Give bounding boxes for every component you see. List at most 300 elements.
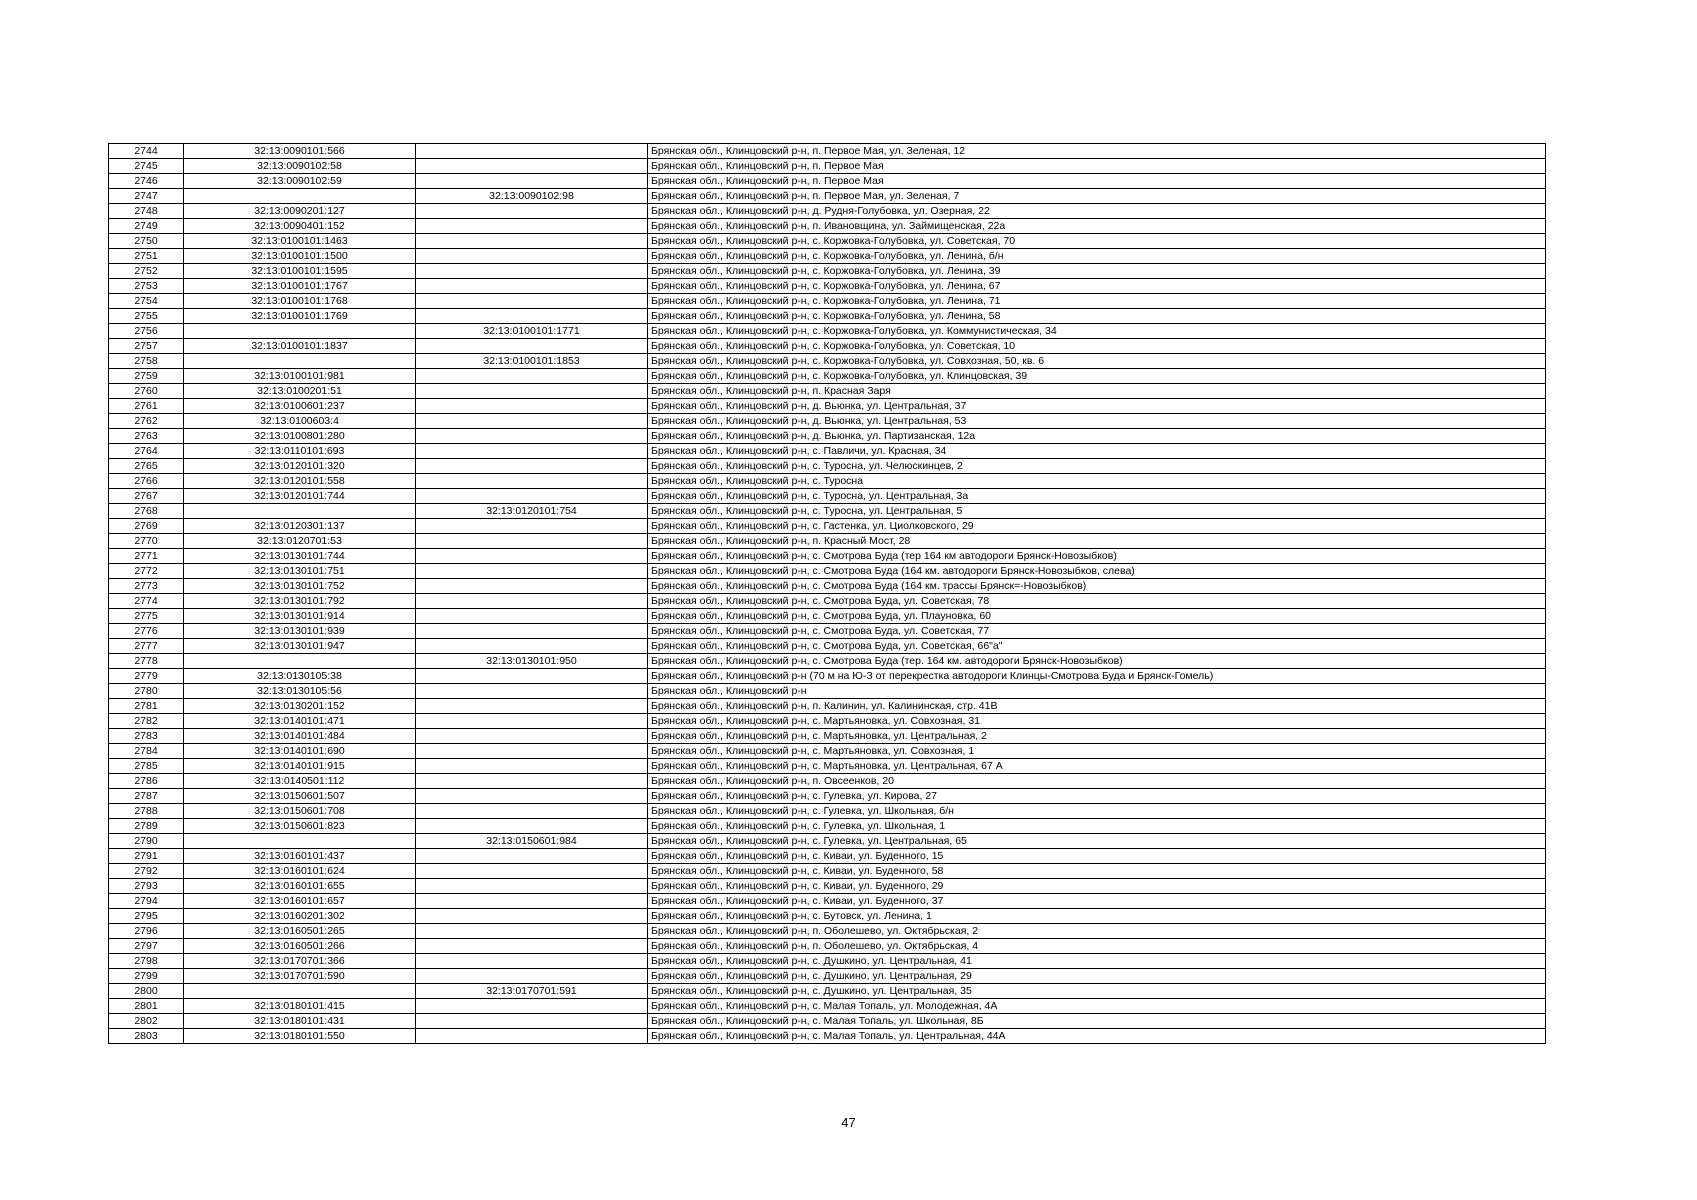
cadastral-number-alt-cell	[416, 549, 648, 564]
cadastral-number-cell: 32:13:0180101:431	[184, 1014, 416, 1029]
cadastral-number-cell: 32:13:0140101:471	[184, 714, 416, 729]
row-number-cell: 2763	[109, 429, 184, 444]
row-number-cell: 2789	[109, 819, 184, 834]
row-number-cell: 2747	[109, 189, 184, 204]
cadastral-number-cell: 32:13:0100201:51	[184, 384, 416, 399]
address-cell: Брянская обл., Клинцовский р-н (70 м на Ю-З от перекрестка автодороги Клинцы-Смотрова Буда и Брянск-Гомель)	[648, 669, 1546, 684]
row-number-cell: 2782	[109, 714, 184, 729]
cadastral-number-cell: 32:13:0160201:302	[184, 909, 416, 924]
table-row	[109, 609, 1546, 624]
cadastral-number-alt-cell	[416, 369, 648, 384]
table-row	[109, 174, 1546, 189]
address-cell: Брянская обл., Клинцовский р-н, с. Смотрова Буда, ул. Советская, 77	[648, 624, 1546, 639]
cadastral-number-alt-cell	[416, 384, 648, 399]
table-row	[109, 729, 1546, 744]
table-row	[109, 699, 1546, 714]
address-cell: Брянская обл., Клинцовский р-н, п. Первое Мая	[648, 174, 1546, 189]
row-number-cell: 2791	[109, 849, 184, 864]
cadastral-number-alt-cell	[416, 924, 648, 939]
cadastral-number-cell: 32:13:0130101:752	[184, 579, 416, 594]
cadastral-number-cell: 32:13:0130105:56	[184, 684, 416, 699]
cadastral-number-alt-cell	[416, 819, 648, 834]
row-number-cell: 2758	[109, 354, 184, 369]
row-number-cell: 2794	[109, 894, 184, 909]
cadastral-number-cell: 32:13:0130101:792	[184, 594, 416, 609]
row-number-cell: 2801	[109, 999, 184, 1014]
cadastral-number-alt-cell	[416, 909, 648, 924]
address-cell: Брянская обл., Клинцовский р-н, с. Малая Топаль, ул. Школьная, 8Б	[648, 1014, 1546, 1029]
address-cell: Брянская обл., Клинцовский р-н, с. Коржовка-Голубовка, ул. Ленина, 67	[648, 279, 1546, 294]
cadastral-number-cell: 32:13:0170701:590	[184, 969, 416, 984]
cadastral-number-cell: 32:13:0120101:320	[184, 459, 416, 474]
cadastral-number-alt-cell	[416, 954, 648, 969]
address-cell: Брянская обл., Клинцовский р-н, с. Гастенка, ул. Циолковского, 29	[648, 519, 1546, 534]
cadastral-number-alt-cell	[416, 279, 648, 294]
row-number-cell: 2766	[109, 474, 184, 489]
cadastral-number-cell: 32:13:0130101:939	[184, 624, 416, 639]
cadastral-number-alt-cell	[416, 429, 648, 444]
cadastral-number-cell: 32:13:0120701:53	[184, 534, 416, 549]
row-number-cell: 2762	[109, 414, 184, 429]
cadastral-number-alt-cell: 32:13:0100101:1771	[416, 324, 648, 339]
page-number: 47	[841, 1115, 856, 1130]
cadastral-number-cell: 32:13:0160101:657	[184, 894, 416, 909]
table-row	[109, 219, 1546, 234]
table-row	[109, 984, 1546, 999]
cadastral-number-alt-cell	[416, 534, 648, 549]
cadastral-number-alt-cell	[416, 564, 648, 579]
table-row	[109, 444, 1546, 459]
table-row	[109, 654, 1546, 669]
cadastral-number-cell: 32:13:0160101:437	[184, 849, 416, 864]
cadastral-number-cell: 32:13:0100801:280	[184, 429, 416, 444]
row-number-cell: 2781	[109, 699, 184, 714]
cadastral-number-cell	[184, 324, 416, 339]
cadastral-number-alt-cell	[416, 894, 648, 909]
row-number-cell: 2744	[109, 144, 184, 159]
cadastral-number-alt-cell	[416, 609, 648, 624]
cadastral-number-alt-cell	[416, 864, 648, 879]
address-cell: Брянская обл., Клинцовский р-н, с. Киваи, ул. Буденного, 58	[648, 864, 1546, 879]
table-row	[109, 144, 1546, 159]
cadastral-number-cell: 32:13:0160101:624	[184, 864, 416, 879]
address-cell: Брянская обл., Клинцовский р-н, с. Туросна, ул. Центральная, 3а	[648, 489, 1546, 504]
property-table	[108, 143, 1546, 1044]
table-body	[109, 144, 1546, 1044]
table-row	[109, 264, 1546, 279]
address-cell: Брянская обл., Клинцовский р-н, с. Душкино, ул. Центральная, 35	[648, 984, 1546, 999]
address-cell: Брянская обл., Клинцовский р-н, с. Душкино, ул. Центральная, 41	[648, 954, 1546, 969]
cadastral-number-cell: 32:13:0130101:751	[184, 564, 416, 579]
row-number-cell: 2765	[109, 459, 184, 474]
address-cell: Брянская обл., Клинцовский р-н, с. Смотрова Буда (тер. 164 км. автодороги Брянск-Новозыбков)	[648, 654, 1546, 669]
cadastral-number-cell: 32:13:0160501:266	[184, 939, 416, 954]
address-cell: Брянская обл., Клинцовский р-н, с. Коржовка-Голубовка, ул. Ленина, 71	[648, 294, 1546, 309]
row-number-cell: 2764	[109, 444, 184, 459]
cadastral-number-cell: 32:13:0110101:693	[184, 444, 416, 459]
cadastral-number-alt-cell	[416, 639, 648, 654]
cadastral-number-alt-cell	[416, 789, 648, 804]
cadastral-number-cell: 32:13:0130201:152	[184, 699, 416, 714]
row-number-cell: 2803	[109, 1029, 184, 1044]
table-row	[109, 1014, 1546, 1029]
table-row	[109, 924, 1546, 939]
cadastral-number-alt-cell	[416, 849, 648, 864]
cadastral-number-alt-cell	[416, 309, 648, 324]
row-number-cell: 2772	[109, 564, 184, 579]
cadastral-number-cell: 32:13:0090102:58	[184, 159, 416, 174]
cadastral-number-alt-cell	[416, 519, 648, 534]
cadastral-number-cell: 32:13:0090101:566	[184, 144, 416, 159]
row-number-cell: 2751	[109, 249, 184, 264]
row-number-cell: 2786	[109, 774, 184, 789]
table-row	[109, 504, 1546, 519]
cadastral-number-alt-cell	[416, 999, 648, 1014]
row-number-cell: 2754	[109, 294, 184, 309]
cadastral-number-alt-cell	[416, 219, 648, 234]
address-cell: Брянская обл., Клинцовский р-н, п. Овсеенков, 20	[648, 774, 1546, 789]
address-cell: Брянская обл., Клинцовский р-н, п. Красная Заря	[648, 384, 1546, 399]
cadastral-number-cell	[184, 654, 416, 669]
table-row	[109, 594, 1546, 609]
row-number-cell: 2799	[109, 969, 184, 984]
row-number-cell: 2756	[109, 324, 184, 339]
address-cell: Брянская обл., Клинцовский р-н, с. Коржовка-Голубовка, ул. Коммунистическая, 34	[648, 324, 1546, 339]
row-number-cell: 2784	[109, 744, 184, 759]
table-row	[109, 579, 1546, 594]
row-number-cell: 2769	[109, 519, 184, 534]
cadastral-number-cell: 32:13:0120101:558	[184, 474, 416, 489]
table-row	[109, 234, 1546, 249]
address-cell: Брянская обл., Клинцовский р-н, с. Смотрова Буда, ул. Советская, 66"а"	[648, 639, 1546, 654]
row-number-cell: 2783	[109, 729, 184, 744]
cadastral-number-alt-cell	[416, 744, 648, 759]
address-cell: Брянская обл., Клинцовский р-н, с. Душкино, ул. Центральная, 29	[648, 969, 1546, 984]
address-cell: Брянская обл., Клинцовский р-н, с. Бутовск, ул. Ленина, 1	[648, 909, 1546, 924]
table-row	[109, 294, 1546, 309]
cadastral-number-alt-cell	[416, 294, 648, 309]
address-cell: Брянская обл., Клинцовский р-н, с. Туросна	[648, 474, 1546, 489]
address-cell: Брянская обл., Клинцовский р-н, с. Мартьяновка, ул. Центральная, 2	[648, 729, 1546, 744]
address-cell: Брянская обл., Клинцовский р-н, п. Первое Мая	[648, 159, 1546, 174]
cadastral-number-alt-cell	[416, 159, 648, 174]
cadastral-number-alt-cell: 32:13:0090102:98	[416, 189, 648, 204]
table-row	[109, 474, 1546, 489]
cadastral-number-alt-cell	[416, 264, 648, 279]
table-row	[109, 999, 1546, 1014]
address-cell: Брянская обл., Клинцовский р-н, с. Коржовка-Голубовка, ул. Совхозная, 50, кв. 6	[648, 354, 1546, 369]
row-number-cell: 2761	[109, 399, 184, 414]
cadastral-number-alt-cell	[416, 174, 648, 189]
address-cell: Брянская обл., Клинцовский р-н, с. Малая Топаль, ул. Молодежная, 4А	[648, 999, 1546, 1014]
address-cell: Брянская обл., Клинцовский р-н, д. Вьюнка, ул. Центральная, 53	[648, 414, 1546, 429]
address-cell: Брянская обл., Клинцовский р-н, с. Гулевка, ул. Школьная, 1	[648, 819, 1546, 834]
row-number-cell: 2788	[109, 804, 184, 819]
cadastral-number-alt-cell	[416, 579, 648, 594]
cadastral-number-alt-cell	[416, 759, 648, 774]
cadastral-number-cell: 32:13:0140101:915	[184, 759, 416, 774]
row-number-cell: 2759	[109, 369, 184, 384]
row-number-cell: 2780	[109, 684, 184, 699]
table-row	[109, 849, 1546, 864]
address-cell: Брянская обл., Клинцовский р-н, п. Красный Мост, 28	[648, 534, 1546, 549]
cadastral-number-cell: 32:13:0090102:59	[184, 174, 416, 189]
address-cell: Брянская обл., Клинцовский р-н, с. Коржовка-Голубовка, ул. Ленина, б/н	[648, 249, 1546, 264]
table-row	[109, 399, 1546, 414]
cadastral-number-alt-cell	[416, 234, 648, 249]
cadastral-number-cell: 32:13:0100101:1463	[184, 234, 416, 249]
cadastral-number-cell: 32:13:0170701:366	[184, 954, 416, 969]
cadastral-number-alt-cell: 32:13:0130101:950	[416, 654, 648, 669]
table-row	[109, 204, 1546, 219]
address-cell: Брянская обл., Клинцовский р-н, д. Вьюнка, ул. Партизанская, 12а	[648, 429, 1546, 444]
table-row	[109, 954, 1546, 969]
row-number-cell: 2768	[109, 504, 184, 519]
row-number-cell: 2773	[109, 579, 184, 594]
address-cell: Брянская обл., Клинцовский р-н, с. Коржовка-Голубовка, ул. Ленина, 39	[648, 264, 1546, 279]
address-cell: Брянская обл., Клинцовский р-н, д. Вьюнка, ул. Центральная, 37	[648, 399, 1546, 414]
cadastral-number-alt-cell	[416, 669, 648, 684]
cadastral-number-cell: 32:13:0150601:823	[184, 819, 416, 834]
row-number-cell: 2745	[109, 159, 184, 174]
address-cell: Брянская обл., Клинцовский р-н, с. Коржовка-Голубовка, ул. Советская, 10	[648, 339, 1546, 354]
table-row	[109, 879, 1546, 894]
row-number-cell: 2778	[109, 654, 184, 669]
cadastral-number-alt-cell	[416, 594, 648, 609]
address-cell: Брянская обл., Клинцовский р-н, с. Смотрова Буда (тер 164 км автодороги Брянск-Новозыбков)	[648, 549, 1546, 564]
cadastral-number-cell: 32:13:0090201:127	[184, 204, 416, 219]
table-row	[109, 804, 1546, 819]
address-cell: Брянская обл., Клинцовский р-н, с. Туросна, ул. Челюскинцев, 2	[648, 459, 1546, 474]
table-row	[109, 624, 1546, 639]
address-cell: Брянская обл., Клинцовский р-н, с. Коржовка-Голубовка, ул. Клинцовская, 39	[648, 369, 1546, 384]
row-number-cell: 2777	[109, 639, 184, 654]
table-row	[109, 774, 1546, 789]
row-number-cell: 2797	[109, 939, 184, 954]
cadastral-number-alt-cell	[416, 459, 648, 474]
address-cell: Брянская обл., Клинцовский р-н, с. Мартьяновка, ул. Совхозная, 1	[648, 744, 1546, 759]
cadastral-number-alt-cell: 32:13:0100101:1853	[416, 354, 648, 369]
row-number-cell: 2770	[109, 534, 184, 549]
cadastral-number-cell: 32:13:0140501:112	[184, 774, 416, 789]
table-row	[109, 669, 1546, 684]
address-cell: Брянская обл., Клинцовский р-н, п. Первое Мая, ул. Зеленая, 12	[648, 144, 1546, 159]
address-cell: Брянская обл., Клинцовский р-н, с. Туросна, ул. Центральная, 5	[648, 504, 1546, 519]
cadastral-number-alt-cell	[416, 204, 648, 219]
cadastral-number-cell	[184, 834, 416, 849]
row-number-cell: 2785	[109, 759, 184, 774]
address-cell: Брянская обл., Клинцовский р-н, с. Коржовка-Голубовка, ул. Ленина, 58	[648, 309, 1546, 324]
cadastral-number-cell	[184, 504, 416, 519]
table-row	[109, 354, 1546, 369]
cadastral-number-cell	[184, 984, 416, 999]
cadastral-number-cell: 32:13:0100101:981	[184, 369, 416, 384]
table-row	[109, 894, 1546, 909]
row-number-cell: 2779	[109, 669, 184, 684]
table-row	[109, 939, 1546, 954]
row-number-cell: 2793	[109, 879, 184, 894]
address-cell: Брянская обл., Клинцовский р-н, д. Рудня-Голубовка, ул. Озерная, 22	[648, 204, 1546, 219]
address-cell: Брянская обл., Клинцовский р-н, с. Гулевка, ул. Центральная, 65	[648, 834, 1546, 849]
cadastral-number-cell: 32:13:0100603:4	[184, 414, 416, 429]
cadastral-number-cell: 32:13:0130101:947	[184, 639, 416, 654]
cadastral-number-cell: 32:13:0160101:655	[184, 879, 416, 894]
cadastral-number-alt-cell	[416, 1029, 648, 1044]
table-row	[109, 309, 1546, 324]
table-row	[109, 969, 1546, 984]
cadastral-number-cell: 32:13:0100101:1595	[184, 264, 416, 279]
cadastral-number-cell: 32:13:0150601:708	[184, 804, 416, 819]
row-number-cell: 2753	[109, 279, 184, 294]
table-row	[109, 459, 1546, 474]
cadastral-number-alt-cell	[416, 939, 648, 954]
row-number-cell: 2749	[109, 219, 184, 234]
address-cell: Брянская обл., Клинцовский р-н, с. Смотрова Буда, ул. Плауновка, 60	[648, 609, 1546, 624]
table-row	[109, 909, 1546, 924]
table-row	[109, 864, 1546, 879]
row-number-cell: 2746	[109, 174, 184, 189]
address-cell: Брянская обл., Клинцовский р-н, с. Смотрова Буда (164 км. трассы Брянск=-Новозыбков)	[648, 579, 1546, 594]
table-row	[109, 759, 1546, 774]
cadastral-number-cell	[184, 189, 416, 204]
cadastral-number-cell: 32:13:0140101:484	[184, 729, 416, 744]
table-row	[109, 744, 1546, 759]
table-row	[109, 549, 1546, 564]
cadastral-number-alt-cell	[416, 144, 648, 159]
table-row	[109, 1029, 1546, 1044]
table-row	[109, 714, 1546, 729]
cadastral-number-cell: 32:13:0130101:914	[184, 609, 416, 624]
table-row	[109, 249, 1546, 264]
cadastral-number-cell: 32:13:0130105:38	[184, 669, 416, 684]
cadastral-number-cell: 32:13:0160501:265	[184, 924, 416, 939]
row-number-cell: 2790	[109, 834, 184, 849]
address-cell: Брянская обл., Клинцовский р-н, п. Оболешево, ул. Октябрьская, 2	[648, 924, 1546, 939]
cadastral-number-cell: 32:13:0120101:744	[184, 489, 416, 504]
row-number-cell: 2760	[109, 384, 184, 399]
cadastral-number-alt-cell	[416, 879, 648, 894]
row-number-cell: 2771	[109, 549, 184, 564]
cadastral-number-cell: 32:13:0100101:1767	[184, 279, 416, 294]
table-row	[109, 384, 1546, 399]
table-row	[109, 324, 1546, 339]
table-row	[109, 789, 1546, 804]
row-number-cell: 2750	[109, 234, 184, 249]
table-row	[109, 564, 1546, 579]
address-cell: Брянская обл., Клинцовский р-н, с. Гулевка, ул. Школьная, б/н	[648, 804, 1546, 819]
cadastral-number-alt-cell	[416, 399, 648, 414]
table-row	[109, 819, 1546, 834]
address-cell: Брянская обл., Клинцовский р-н	[648, 684, 1546, 699]
address-cell: Брянская обл., Клинцовский р-н, п. Калинин, ул. Калининская, стр. 41В	[648, 699, 1546, 714]
table-row	[109, 369, 1546, 384]
cadastral-number-cell: 32:13:0090401:152	[184, 219, 416, 234]
cadastral-number-cell	[184, 354, 416, 369]
row-number-cell: 2802	[109, 1014, 184, 1029]
row-number-cell: 2792	[109, 864, 184, 879]
cadastral-number-cell: 32:13:0120301:137	[184, 519, 416, 534]
cadastral-number-alt-cell	[416, 714, 648, 729]
row-number-cell: 2776	[109, 624, 184, 639]
table-row	[109, 414, 1546, 429]
cadastral-number-cell: 32:13:0150601:507	[184, 789, 416, 804]
address-cell: Брянская обл., Клинцовский р-н, с. Киваи, ул. Буденного, 29	[648, 879, 1546, 894]
cadastral-number-cell: 32:13:0100101:1768	[184, 294, 416, 309]
cadastral-number-alt-cell	[416, 339, 648, 354]
cadastral-number-alt-cell	[416, 489, 648, 504]
cadastral-number-alt-cell	[416, 969, 648, 984]
cadastral-number-alt-cell	[416, 1014, 648, 1029]
cadastral-number-alt-cell: 32:13:0170701:591	[416, 984, 648, 999]
table-row	[109, 189, 1546, 204]
row-number-cell: 2795	[109, 909, 184, 924]
cadastral-number-cell: 32:13:0180101:415	[184, 999, 416, 1014]
row-number-cell: 2757	[109, 339, 184, 354]
row-number-cell: 2752	[109, 264, 184, 279]
address-cell: Брянская обл., Клинцовский р-н, п. Ивановщина, ул. Займищенская, 22а	[648, 219, 1546, 234]
cadastral-number-cell: 32:13:0100101:1769	[184, 309, 416, 324]
row-number-cell: 2800	[109, 984, 184, 999]
row-number-cell: 2775	[109, 609, 184, 624]
cadastral-number-alt-cell	[416, 444, 648, 459]
row-number-cell: 2755	[109, 309, 184, 324]
table-row	[109, 429, 1546, 444]
cadastral-number-cell: 32:13:0130101:744	[184, 549, 416, 564]
address-cell: Брянская обл., Клинцовский р-н, с. Смотрова Буда (164 км. автодороги Брянск-Новозыбков, слева)	[648, 564, 1546, 579]
cadastral-number-alt-cell	[416, 249, 648, 264]
cadastral-number-alt-cell	[416, 414, 648, 429]
table-row	[109, 279, 1546, 294]
table-row	[109, 489, 1546, 504]
table-row	[109, 159, 1546, 174]
cadastral-number-alt-cell	[416, 804, 648, 819]
cadastral-number-cell: 32:13:0100601:237	[184, 399, 416, 414]
table-row	[109, 684, 1546, 699]
address-cell: Брянская обл., Клинцовский р-н, с. Смотрова Буда, ул. Советская, 78	[648, 594, 1546, 609]
table-row	[109, 834, 1546, 849]
cadastral-number-alt-cell: 32:13:0150601:984	[416, 834, 648, 849]
address-cell: Брянская обл., Клинцовский р-н, п. Оболешево, ул. Октябрьская, 4	[648, 939, 1546, 954]
address-cell: Брянская обл., Клинцовский р-н, с. Мартьяновка, ул. Совхозная, 31	[648, 714, 1546, 729]
address-cell: Брянская обл., Клинцовский р-н, с. Киваи, ул. Буденного, 15	[648, 849, 1546, 864]
cadastral-number-alt-cell	[416, 774, 648, 789]
cadastral-number-cell: 32:13:0100101:1837	[184, 339, 416, 354]
address-cell: Брянская обл., Клинцовский р-н, с. Малая Топаль, ул. Центральная, 44А	[648, 1029, 1546, 1044]
row-number-cell: 2787	[109, 789, 184, 804]
cadastral-number-alt-cell	[416, 699, 648, 714]
cadastral-number-cell: 32:13:0180101:550	[184, 1029, 416, 1044]
table-row	[109, 639, 1546, 654]
cadastral-number-cell: 32:13:0100101:1500	[184, 249, 416, 264]
address-cell: Брянская обл., Клинцовский р-н, с. Киваи, ул. Буденного, 37	[648, 894, 1546, 909]
address-cell: Брянская обл., Клинцовский р-н, с. Мартьяновка, ул. Центральная, 67 А	[648, 759, 1546, 774]
cadastral-number-alt-cell	[416, 684, 648, 699]
address-cell: Брянская обл., Клинцовский р-н, с. Павличи, ул. Красная, 34	[648, 444, 1546, 459]
address-cell: Брянская обл., Клинцовский р-н, с. Коржовка-Голубовка, ул. Советская, 70	[648, 234, 1546, 249]
cadastral-number-cell: 32:13:0140101:690	[184, 744, 416, 759]
table-row	[109, 519, 1546, 534]
row-number-cell: 2767	[109, 489, 184, 504]
address-cell: Брянская обл., Клинцовский р-н, с. Гулевка, ул. Кирова, 27	[648, 789, 1546, 804]
address-cell: Брянская обл., Клинцовский р-н, п. Первое Мая, ул. Зеленая, 7	[648, 189, 1546, 204]
row-number-cell: 2798	[109, 954, 184, 969]
row-number-cell: 2796	[109, 924, 184, 939]
cadastral-number-alt-cell	[416, 624, 648, 639]
table-row	[109, 534, 1546, 549]
cadastral-number-alt-cell	[416, 729, 648, 744]
cadastral-number-alt-cell: 32:13:0120101:754	[416, 504, 648, 519]
row-number-cell: 2748	[109, 204, 184, 219]
